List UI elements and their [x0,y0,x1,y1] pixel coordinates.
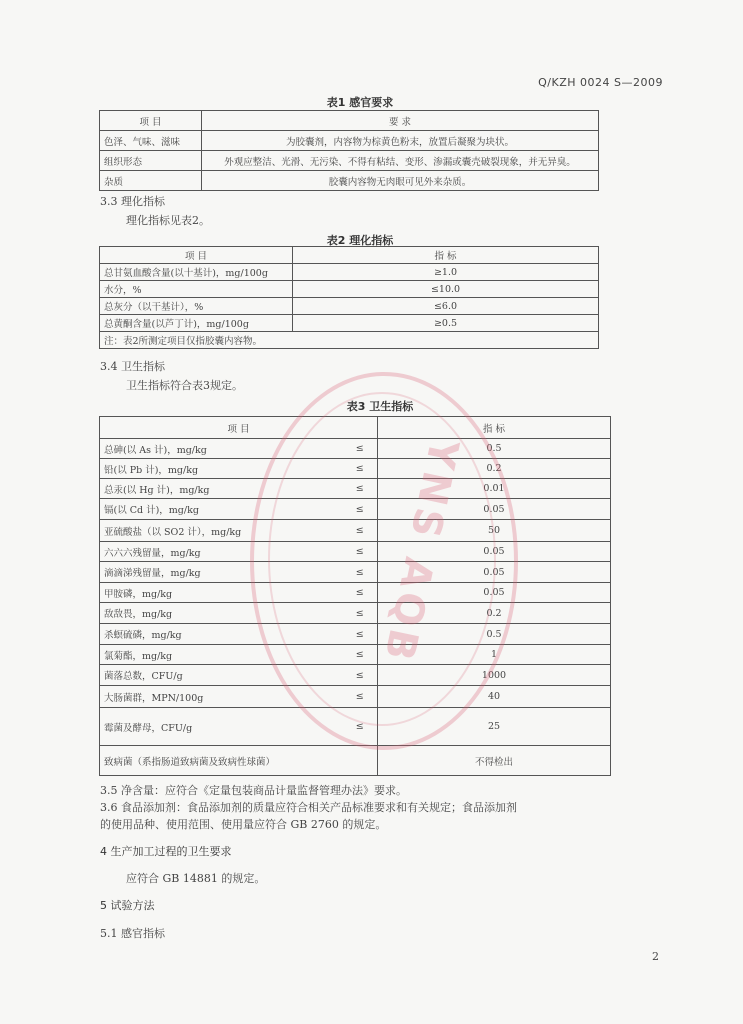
table3-cell: ≤ [343,439,378,459]
table2-cell: ≤6.0 [293,298,599,315]
table3-cell: 0.5 [378,624,611,645]
table3-cell: ≤ [343,499,378,520]
table-row [100,151,599,171]
table3-cell: 杀螟硫磷，mg/kg [100,624,343,645]
section-3-6-line1: 3.6 食品添加剂：食品添加剂的质量应符合相关产品标准要求和有关规定；食品添加剂 [100,801,517,814]
table3 [99,416,611,776]
table3-cell: ≤ [343,708,378,746]
table-row [100,708,611,746]
table-row [100,542,611,562]
table3-cell: 霉菌及酵母，CFU/g [100,708,343,746]
section-3-4-text: 卫生指标符合表3规定。 [126,379,243,392]
table-row [100,264,599,281]
table-row [100,171,599,191]
table3-cell: ≤ [343,686,378,708]
table1-cell: 色泽、气味、滋味 [100,131,202,151]
table3-cell: ≤ [343,459,378,479]
table-row [100,439,611,459]
table2-caption: 表2 理化指标 [326,234,394,247]
table3-cell: ≤ [343,645,378,665]
standard-code: Q/KZH 0024 S—2009 [538,76,663,89]
table2-cell: ≤10.0 [293,281,599,298]
table-row [100,520,611,542]
table1-header-item: 项 目 [100,111,202,131]
table3-cell: 甲胺磷，mg/kg [100,583,343,603]
table-row [100,479,611,499]
table3-cell: ≤ [343,603,378,624]
table3-cell: 1 [378,645,611,665]
table3-cell: 0.2 [378,603,611,624]
table3-cell: 菌落总数，CFU/g [100,665,343,686]
table-row [100,603,611,624]
section-4-title: 4 生产加工过程的卫生要求 [100,845,232,858]
table2-cell: 总黄酮含量(以芦丁计)，mg/100g [100,315,293,332]
table2-note: 注：表2所测定项目仅指胶囊内容物。 [100,332,599,349]
table3-cell: 0.05 [378,583,611,603]
page-number: 2 [652,950,659,963]
table3-cell: 六六六残留量，mg/kg [100,542,343,562]
section-4-text: 应符合 GB 14881 的规定。 [126,872,266,885]
table1 [99,110,599,191]
table-row [100,281,599,298]
table-row [100,332,599,349]
table1-cell: 杂质 [100,171,202,191]
section-3-4-title: 3.4 卫生指标 [100,360,165,373]
table3-cell: ≤ [343,562,378,583]
table3-cell: 总汞(以 Hg 计)，mg/kg [100,479,343,499]
table3-cell: ≤ [343,520,378,542]
table-row [100,298,599,315]
table1-caption: 表1 感官要求 [326,96,394,109]
table-row [100,459,611,479]
table3-cell: ≤ [343,542,378,562]
table3-cell: 镉(以 Cd 计)，mg/kg [100,499,343,520]
table3-cell: 1000 [378,665,611,686]
table3-cell: 大肠菌群，MPN/100g [100,686,343,708]
table2-cell: ≥0.5 [293,315,599,332]
table3-caption: 表3 卫生指标 [346,400,414,413]
table3-cell: 0.2 [378,459,611,479]
table3-cell: 致病菌（系指肠道致病菌及致病性球菌） [100,746,343,776]
table3-cell: 25 [378,708,611,746]
section-3-3-title: 3.3 理化指标 [100,195,165,208]
table3-cell: ≤ [343,583,378,603]
section-3-6-line2: 的使用品种、使用范围、使用量应符合 GB 2760 的规定。 [100,818,387,831]
table3-header-item: 项 目 [100,417,378,439]
table1-header-req: 要 求 [202,111,599,131]
table3-cell: 50 [378,520,611,542]
table-row [100,746,611,776]
table1-cell: 为胶囊剂，内容物为棕黄色粉末，放置后凝聚为块状。 [202,131,599,151]
table-row [100,499,611,520]
section-5-1-title: 5.1 感官指标 [100,927,165,940]
table-row [100,665,611,686]
table2-cell: 水分，% [100,281,293,298]
table3-cell: ≤ [343,624,378,645]
table2 [99,246,599,349]
table2-header-item: 项 目 [100,247,293,264]
table3-header-value: 指 标 [378,417,611,439]
table-row [100,583,611,603]
table2-header-value: 指 标 [293,247,599,264]
table-row [100,315,599,332]
table3-cell: ≤ [343,665,378,686]
table3-cell: 滴滴涕残留量，mg/kg [100,562,343,583]
table1-cell: 组织形态 [100,151,202,171]
table3-cell: ≤ [343,479,378,499]
table2-cell: 总甘氨血酸含量(以十基计)，mg/100g [100,264,293,281]
table3-cell: 0.05 [378,542,611,562]
table-row [100,686,611,708]
table3-cell: 铅(以 Pb 计)，mg/kg [100,459,343,479]
table-row [100,645,611,665]
section-5-title: 5 试验方法 [100,899,155,912]
table2-cell: ≥1.0 [293,264,599,281]
section-3-3-text: 理化指标见表2。 [126,214,210,227]
official-seal-text: YNS AQB [374,434,467,669]
table-row [100,562,611,583]
table-row [100,624,611,645]
table1-cell: 胶囊内容物无肉眼可见外来杂质。 [202,171,599,191]
table3-cell: 0.05 [378,562,611,583]
table-row [100,131,599,151]
table3-cell: 40 [378,686,611,708]
table3-cell: 0.5 [378,439,611,459]
table3-cell: 敌敌畏，mg/kg [100,603,343,624]
table3-cell [343,746,378,776]
table3-cell: 0.01 [378,479,611,499]
table3-cell: 0.05 [378,499,611,520]
table3-cell: 亚硫酸盐（以 SO2 计），mg/kg [100,520,343,542]
section-3-5-text: 3.5 净含量：应符合《定量包装商品计量监督管理办法》要求。 [100,784,407,797]
table3-cell: 不得检出 [378,746,611,776]
table3-cell: 氯菊酯，mg/kg [100,645,343,665]
table1-cell: 外观应整洁、光滑、无污染、不得有粘结、变形、渗漏或囊壳破裂现象，并无异臭。 [202,151,599,171]
table2-cell: 总灰分（以干基计），% [100,298,293,315]
table3-cell: 总砷(以 As 计)，mg/kg [100,439,343,459]
